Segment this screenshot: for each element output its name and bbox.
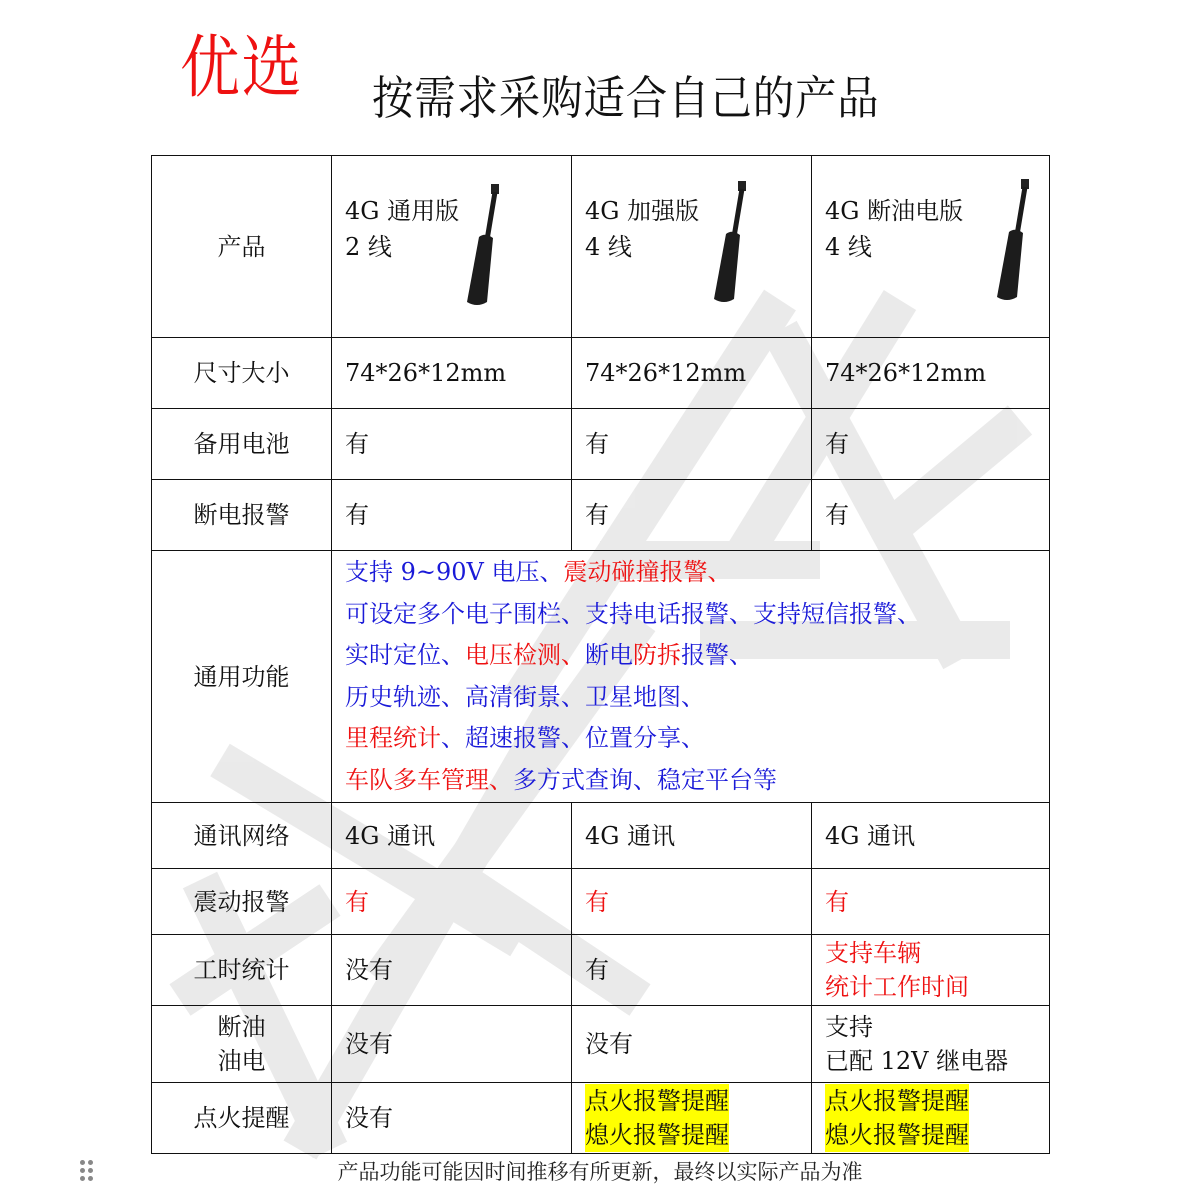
cell-line: 已配 12V 继电器 <box>825 1047 1009 1075</box>
table-cell: 4G 通讯 <box>572 803 812 869</box>
product-name: 4G 通用版 <box>345 196 460 225</box>
table-cell: 74*26*12mm <box>572 338 812 409</box>
row-label: 通用功能 <box>152 551 332 803</box>
cell-line: 统计工作时间 <box>825 973 969 1001</box>
gps-tracker-device-icon <box>987 177 1037 307</box>
table-cell: 有 <box>812 409 1050 480</box>
row-label-line: 断油 <box>217 1013 266 1041</box>
product-name: 4G 加强版 <box>585 196 700 225</box>
feature-text: 电压检测、 <box>465 641 585 669</box>
table-cell <box>812 1006 1050 1083</box>
feature-line <box>345 760 1049 802</box>
row-label: 震动报警 <box>152 869 332 935</box>
feature-text: 里程统计 <box>345 724 441 752</box>
product-cell <box>332 156 572 338</box>
table-cell: 有 <box>812 480 1050 551</box>
feature-text: 车队多车管理、 <box>345 765 513 794</box>
gps-tracker-device-icon <box>704 179 754 309</box>
drag-handle-icon[interactable] <box>80 1160 94 1182</box>
features-cell <box>332 551 1050 803</box>
table-cell: 没有 <box>332 1006 572 1083</box>
feature-line <box>345 552 1049 594</box>
footer-note: 产品功能可能因时间推移有所更新，最终以实际产品为准 <box>337 1160 863 1184</box>
table-cell: 74*26*12mm <box>332 338 572 409</box>
highlighted-text: 熄火报警提醒 <box>585 1118 729 1152</box>
row-label: 备用电池 <box>152 409 332 480</box>
feature-line <box>345 635 1049 677</box>
table-cell: 4G 通讯 <box>812 803 1050 869</box>
table-row-power-off-alarm <box>152 480 1050 551</box>
row-label-line: 油电 <box>217 1047 266 1075</box>
feature-text: 防拆 <box>633 641 681 669</box>
product-wires: 2 线 <box>345 232 392 261</box>
table-cell: 有 <box>812 869 1050 935</box>
table-cell: 没有 <box>572 1006 812 1083</box>
product-name: 4G 断油电版 <box>825 196 964 225</box>
feature-text: 多方式查询、稳定平台等 <box>513 765 777 794</box>
feature-text: 、超速报警、位置分享、 <box>441 724 705 752</box>
feature-text: 历史轨迹、高清街景、卫星地图、 <box>345 682 705 711</box>
table-cell <box>812 935 1050 1006</box>
table-row-work-hours <box>152 935 1050 1006</box>
highlighted-text: 点火报警提醒 <box>585 1084 729 1118</box>
table-cell: 有 <box>572 935 812 1006</box>
row-label: 产品 <box>152 156 332 338</box>
table-row-network <box>152 803 1050 869</box>
product-wires: 4 线 <box>825 232 872 261</box>
cell-line: 支持 <box>825 1013 873 1041</box>
feature-text: 支持 9~90V 电压、 <box>345 558 564 586</box>
table-cell: 4G 通讯 <box>332 803 572 869</box>
table-row-ignition <box>152 1083 1050 1154</box>
feature-text: 报警、 <box>681 641 753 669</box>
row-label: 工时统计 <box>152 935 332 1006</box>
page-title: 按需求采购适合自己的产品 <box>372 71 880 125</box>
table-cell: 没有 <box>332 1083 572 1154</box>
comparison-table <box>151 155 1050 1154</box>
row-label: 尺寸大小 <box>152 338 332 409</box>
table-row-backup-battery <box>152 409 1050 480</box>
feature-text: 震动碰撞报警、 <box>563 558 732 586</box>
table-row-vibration-alarm <box>152 869 1050 935</box>
table-cell: 有 <box>572 869 812 935</box>
table-cell <box>812 1083 1050 1154</box>
row-label <box>152 1006 332 1083</box>
feature-line <box>345 677 1049 719</box>
feature-line <box>345 594 1049 636</box>
product-cell <box>572 156 812 338</box>
table-row-product <box>152 156 1050 338</box>
title-highlight: 优选 <box>180 29 304 108</box>
highlighted-text: 点火报警提醒 <box>825 1084 969 1118</box>
feature-line <box>345 718 1049 760</box>
table-row-size <box>152 338 1050 409</box>
table-cell: 有 <box>332 480 572 551</box>
feature-text: 断电 <box>585 641 633 669</box>
product-cell <box>812 156 1050 338</box>
feature-text: 可设定多个电子围栏、支持电话报警、支持短信报警、 <box>345 599 921 628</box>
product-wires: 4 线 <box>585 232 632 261</box>
table-row-features <box>152 551 1050 803</box>
row-label: 断电报警 <box>152 480 332 551</box>
table-cell: 74*26*12mm <box>812 338 1050 409</box>
gps-tracker-device-icon <box>457 182 507 312</box>
table-cell <box>572 1083 812 1154</box>
table-cell: 有 <box>332 869 572 935</box>
table-row-fuel-cut <box>152 1006 1050 1083</box>
table-cell: 没有 <box>332 935 572 1006</box>
table-cell: 有 <box>572 409 812 480</box>
table-cell: 有 <box>332 409 572 480</box>
row-label: 点火提醒 <box>152 1083 332 1154</box>
highlighted-text: 熄火报警提醒 <box>825 1118 969 1152</box>
row-label: 通讯网络 <box>152 803 332 869</box>
feature-text: 实时定位、 <box>345 641 465 669</box>
table-cell: 有 <box>572 480 812 551</box>
cell-line: 支持车辆 <box>825 939 921 967</box>
